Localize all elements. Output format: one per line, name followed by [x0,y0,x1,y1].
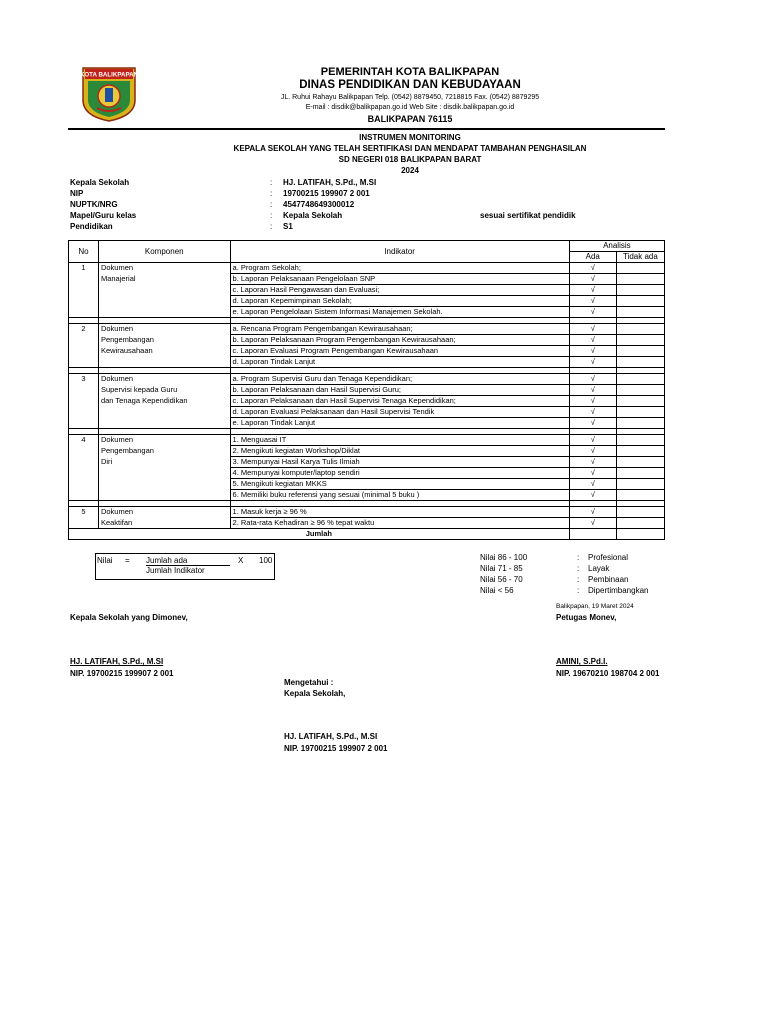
right-signer-name: AMINI, S.Pd.I. [556,657,608,666]
table-row [69,418,665,429]
acknowledge-name: HJ. LATIFAH, S.Pd., M.SI [284,732,378,741]
row-indikator: 6. Memiliki buku referensi yang sesuai (minimal 5 buku ) [230,490,569,501]
row-tidak-ada [616,385,664,396]
scale-range: Nilai 71 - 85 [480,564,523,573]
row-indikator: d. Laporan Evaluasi Pelaksanaan dan Hasil Supervisi Tendik [230,407,569,418]
formula-numerator: Jumlah ada [146,556,230,566]
check-mark: √ [590,468,595,477]
doc-title: INSTRUMEN MONITORING [359,133,461,142]
check-mark: √ [590,263,595,272]
doc-year: 2024 [401,166,419,175]
row-tidak-ada [616,274,664,285]
row-indikator: 2. Rata-rata Kehadiran ≥ 96 % tepat waktu [230,518,569,529]
table-row [69,263,665,274]
total-label: Jumlah [69,529,570,540]
right-role: Petugas Monev, [556,613,617,622]
row-komponen [98,418,230,429]
table-row [69,307,665,318]
check-mark: √ [590,418,595,427]
table-row [69,296,665,307]
row-tidak-ada [616,446,664,457]
table-row [69,446,665,457]
info-colon: : [270,222,273,231]
row-indikator: 1. Masuk kerja ≥ 96 % [230,507,569,518]
row-komponen [98,357,230,368]
table-row [69,335,665,346]
row-no [69,396,99,407]
row-no [69,468,99,479]
info-value: Kepala Sekolah [283,211,343,220]
table-row [69,346,665,357]
row-indikator: b. Laporan Pelaksanaan Program Pengembangan Kewirausahaan; [230,335,569,346]
score-formula [95,553,275,580]
table-row [69,507,665,518]
scale-category: Layak [588,564,610,573]
scale-category: Profesional [588,553,629,562]
scale-range: Nilai 86 - 100 [480,553,528,562]
row-tidak-ada [616,396,664,407]
col-komponen: Komponen [98,241,230,263]
row-ada [569,374,616,385]
agency-address: JL. Ruhui Rahayu Balikpapan Telp. (0542) 8879450, 7218815 Fax. (0542) 8879295 [280,94,540,101]
row-komponen: Supervisi kepada Guru [98,385,230,396]
row-indikator: c. Laporan Hasil Pengawasan dan Evaluasi; [230,285,569,296]
row-komponen [98,479,230,490]
table-row [69,490,665,501]
row-ada [569,385,616,396]
row-komponen: Diri [98,457,230,468]
row-no [69,407,99,418]
row-no: 3 [69,374,99,385]
row-ada [569,335,616,346]
row-tidak-ada [616,435,664,446]
sign-date: Balikpapan, 19 Maret 2024 [556,603,634,610]
row-no [69,285,99,296]
row-komponen: Dokumen [98,507,230,518]
formula-times: X [238,556,244,565]
gov-name: PEMERINTAH KOTA BALIKPAPAN [320,66,500,78]
col-no: No [69,241,99,263]
doc-subtitle: KEPALA SEKOLAH YANG TELAH SERTIFIKASI DAN MENDAPAT TAMBAHAN PENGHASILAN [233,144,587,153]
row-ada [569,274,616,285]
row-komponen: Pengembangan [98,446,230,457]
formula-hundred: 100 [259,556,273,565]
row-indikator: a. Program Sekolah; [230,263,569,274]
col-ada: Ada [569,252,616,263]
info-label: Kepala Sekolah [70,178,130,187]
agency-email: E-mail : disdik@balikpapan.go.id Web Site : disdik.balikpapan.go.id [305,104,515,111]
table-row [69,285,665,296]
row-komponen [98,407,230,418]
row-no [69,346,99,357]
row-tidak-ada [616,263,664,274]
row-no [69,357,99,368]
row-ada [569,324,616,335]
row-tidak-ada [616,346,664,357]
right-signer-nip: NIP. 19670210 198704 2 001 [556,669,660,678]
row-ada [569,468,616,479]
check-mark: √ [590,374,595,383]
total-tidak-ada [616,529,664,540]
scale-category: Dipertimbangkan [588,586,649,595]
left-signer-nip: NIP. 19700215 199907 2 001 [70,669,174,678]
check-mark: √ [590,457,595,466]
row-no: 5 [69,507,99,518]
row-ada [569,490,616,501]
info-colon: : [270,200,273,209]
left-role: Kepala Sekolah yang Dimonev, [70,613,188,622]
row-tidak-ada [616,490,664,501]
row-komponen: Dokumen [98,263,230,274]
table-row [69,457,665,468]
row-indikator: 5. Mengikuti kegiatan MKKS [230,479,569,490]
check-mark: √ [590,518,595,527]
check-mark: √ [590,490,595,499]
city-logo [79,66,139,122]
row-ada [569,396,616,407]
row-ada [569,307,616,318]
check-mark: √ [590,507,595,516]
row-tidak-ada [616,374,664,385]
formula-equals: = [125,556,130,565]
col-analisis: Analisis [569,241,664,252]
row-komponen: dan Tenaga Kependidikan [98,396,230,407]
scale-colon: : [577,575,580,584]
row-komponen [98,307,230,318]
row-tidak-ada [616,296,664,307]
row-ada [569,457,616,468]
row-indikator: b. Laporan Pelaksanaan Pengelolaan SNP [230,274,569,285]
check-mark: √ [590,274,595,283]
row-ada [569,507,616,518]
scale-range: Nilai 56 - 70 [480,575,523,584]
row-komponen: Dokumen [98,374,230,385]
row-komponen: Dokumen [98,324,230,335]
row-no [69,457,99,468]
row-ada [569,357,616,368]
row-ada [569,285,616,296]
row-indikator: d. Laporan Kepemimpinan Sekolah; [230,296,569,307]
table-row [69,435,665,446]
check-mark: √ [590,385,595,394]
row-komponen: Dokumen [98,435,230,446]
info-value: 19700215 199907 2 001 [283,189,370,198]
formula-denominator: Jumlah Indikator [146,566,205,575]
info-value: S1 [283,222,293,231]
monitoring-table [68,240,665,540]
scale-row [480,564,680,575]
table-row [69,357,665,368]
row-no [69,479,99,490]
row-tidak-ada [616,518,664,529]
row-indikator: e. Laporan Tindak Lanjut [230,418,569,429]
table-row [69,274,665,285]
row-tidak-ada [616,479,664,490]
table-total-row [69,529,665,540]
row-komponen: Keaktifan [98,518,230,529]
row-indikator: 3. Mempunyai Hasil Karya Tulis Ilmiah [230,457,569,468]
row-tidak-ada [616,357,664,368]
info-note: sesuai sertifikat pendidik [480,211,576,220]
row-no: 2 [69,324,99,335]
table-row [69,479,665,490]
check-mark: √ [590,396,595,405]
row-tidak-ada [616,468,664,479]
row-tidak-ada [616,307,664,318]
svg-text:KOTA BALIKPAPAN: KOTA BALIKPAPAN [79,71,139,79]
info-label: Mapel/Guru kelas [70,211,137,220]
row-ada [569,518,616,529]
acknowledge-label: Mengetahui : [284,678,334,687]
table-row [69,396,665,407]
row-tidak-ada [616,285,664,296]
info-colon: : [270,178,273,187]
agency-city: BALIKPAPAN 76115 [367,114,453,124]
row-tidak-ada [616,335,664,346]
table-row [69,468,665,479]
row-no: 1 [69,263,99,274]
col-indikator: Indikator [230,241,569,263]
acknowledge-nip: NIP. 19700215 199907 2 001 [284,744,388,753]
scale-colon: : [577,564,580,573]
row-ada [569,446,616,457]
row-indikator: 2. Mengikuti kegiatan Workshop/Diklat [230,446,569,457]
check-mark: √ [590,479,595,488]
info-label: NUPTK/NRG [70,200,118,209]
formula-nilai: Nilai [97,556,113,565]
scale-row [480,553,680,564]
info-value: 4547748649300012 [283,200,355,209]
scale-range: Nilai < 56 [480,586,514,595]
row-indikator: a. Program Supervisi Guru dan Tenaga Kependidikan; [230,374,569,385]
row-indikator: e. Laporan Pengelolaan Sistem Informasi Manajemen Sekolah. [230,307,569,318]
total-ada [569,529,616,540]
check-mark: √ [590,446,595,455]
row-ada [569,435,616,446]
check-mark: √ [590,324,595,333]
row-no [69,418,99,429]
check-mark: √ [590,346,595,355]
row-indikator: c. Laporan Evaluasi Program Pengembangan Kewirausahaan [230,346,569,357]
agency-name: DINAS PENDIDIKAN DAN KEBUDAYAAN [299,79,521,91]
check-mark: √ [590,435,595,444]
row-no [69,335,99,346]
scale-row [480,586,680,597]
score-scale [480,553,680,597]
check-mark: √ [590,335,595,344]
row-no [69,490,99,501]
row-komponen [98,296,230,307]
row-komponen: Manajerial [98,274,230,285]
row-ada [569,418,616,429]
row-tidak-ada [616,324,664,335]
row-komponen: Kewirausahaan [98,346,230,357]
check-mark: √ [590,285,595,294]
table-row [69,324,665,335]
row-indikator: b. Laporan Pelaksanaan dan Hasil Supervisi Guru; [230,385,569,396]
row-indikator: a. Rencana Program Pengembangan Kewirausahaan; [230,324,569,335]
row-indikator: 1. Menguasai IT [230,435,569,446]
row-no [69,296,99,307]
row-indikator: c. Laporan Pelaksanaan dan Hasil Supervisi Tenaga Kependidikan; [230,396,569,407]
col-tidak-ada: Tidak ada [616,252,664,263]
scale-category: Pembinaan [588,575,629,584]
row-no [69,518,99,529]
row-no [69,307,99,318]
row-indikator: d. Laporan Tindak Lanjut [230,357,569,368]
row-komponen [98,468,230,479]
row-no [69,274,99,285]
check-mark: √ [590,296,595,305]
info-value: HJ. LATIFAH, S.Pd., M.SI [283,178,377,187]
info-colon: : [270,211,273,220]
info-colon: : [270,189,273,198]
left-signer-name: HJ. LATIFAH, S.Pd., M.SI [70,657,164,666]
row-no: 4 [69,435,99,446]
check-mark: √ [590,357,595,366]
scale-row [480,575,680,586]
row-no [69,385,99,396]
row-komponen [98,285,230,296]
row-ada [569,479,616,490]
table-row [69,518,665,529]
row-tidak-ada [616,407,664,418]
row-ada [569,407,616,418]
info-label: NIP [70,189,84,198]
row-tidak-ada [616,418,664,429]
row-komponen [98,490,230,501]
scale-colon: : [577,553,580,562]
school-name: SD NEGERI 018 BALIKPAPAN BARAT [338,155,482,164]
row-tidak-ada [616,507,664,518]
table-row [69,385,665,396]
row-tidak-ada [616,457,664,468]
row-komponen: Pengembangan [98,335,230,346]
check-mark: √ [590,307,595,316]
scale-colon: : [577,586,580,595]
acknowledge-role: Kepala Sekolah, [284,689,346,698]
table-row [69,374,665,385]
row-ada [569,296,616,307]
header-rule [68,128,665,130]
info-label: Pendidikan [70,222,113,231]
row-no [69,446,99,457]
check-mark: √ [590,407,595,416]
table-row [69,407,665,418]
row-ada [569,263,616,274]
row-ada [569,346,616,357]
row-indikator: 4. Mempunyai komputer/laptop sendiri [230,468,569,479]
